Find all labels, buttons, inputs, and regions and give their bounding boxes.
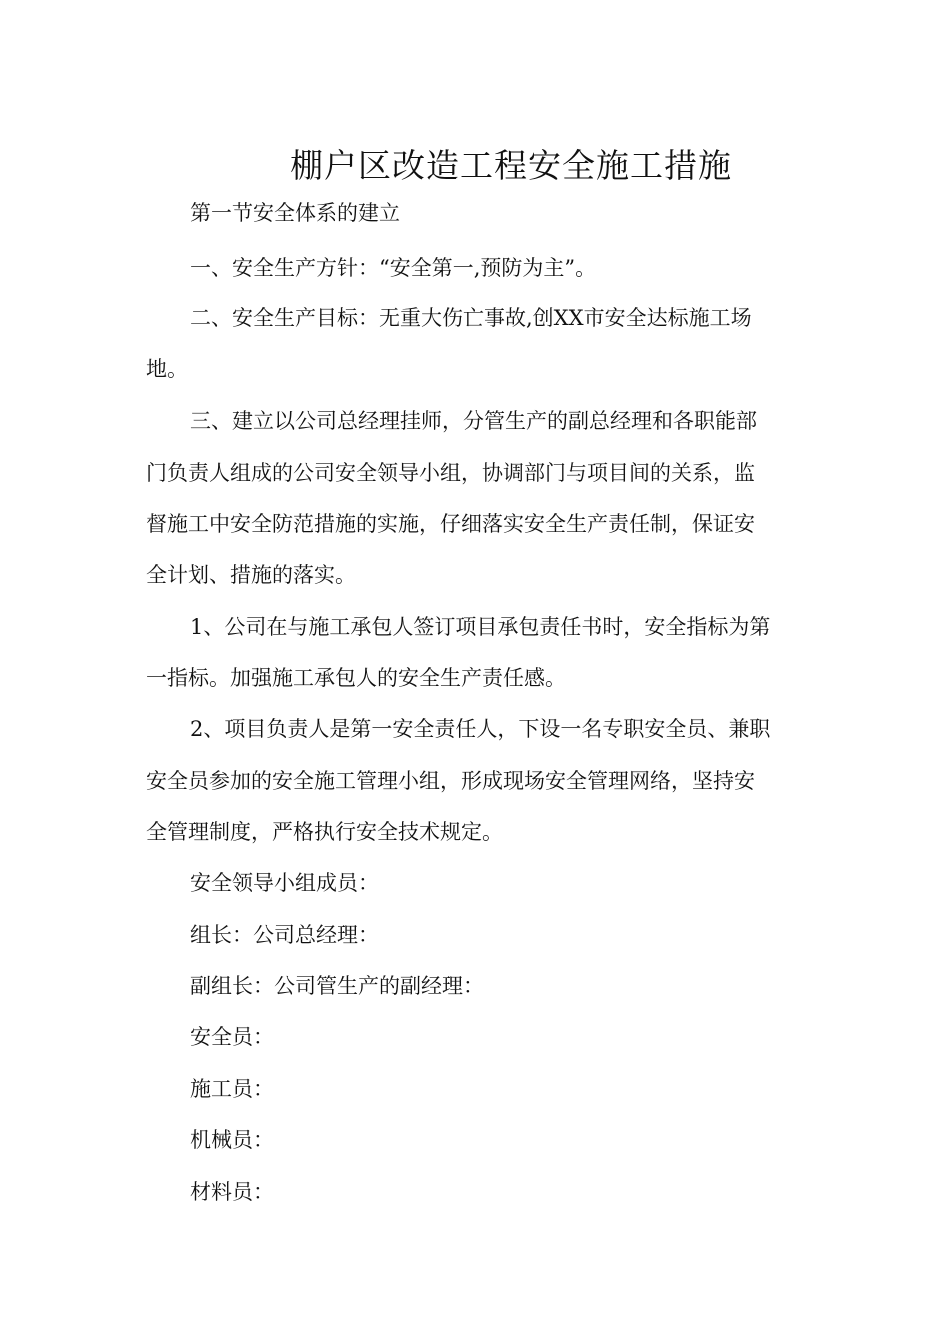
paragraph-line: 1、公司在与施工承包人签订项目承包责任书时，安全指标为第 [190,615,771,639]
paragraph-line: 安全员： [190,1025,274,1049]
paragraph-line: 二、安全生产目标：无重大伤亡事故,创XX市安全达标施工场 [190,306,752,330]
paragraph-line: 副组长：公司管生产的副经理： [190,974,484,998]
paragraph-line: 一、安全生产方针：“安全第一,预防为主”。 [190,256,597,280]
paragraph-line: 材料员： [190,1180,274,1204]
paragraph-line: 施工员： [190,1077,274,1101]
paragraph-line: 全管理制度，严格执行安全技术规定。 [146,820,503,844]
paragraph-line: 全计划、措施的落实。 [146,563,356,587]
paragraph-line: 三、建立以公司总经理挂师，分管生产的副总经理和各职能部 [190,409,757,433]
paragraph-line: 督施工中安全防范措施的实施，仔细落实安全生产责任制，保证安 [146,512,755,536]
paragraph-line: 安全员参加的安全施工管理小组，形成现场安全管理网络，坚持安 [146,769,755,793]
paragraph-line: 地。 [146,357,188,381]
paragraph-line: 一指标。加强施工承包人的安全生产责任感。 [146,666,566,690]
paragraph-line: 安全领导小组成员： [190,871,379,895]
paragraph-line: 机械员： [190,1128,274,1152]
paragraph-line: 门负责人组成的公司安全领导小组，协调部门与项目间的关系，监 [146,461,755,485]
section-heading: 第一节安全体系的建立 [190,201,400,225]
paragraph-line: 2、项目负责人是第一安全责任人，下设一名专职安全员、兼职 [190,717,771,741]
paragraph-line: 组长：公司总经理： [190,923,379,947]
document-title: 棚户区改造工程安全施工措施 [290,146,732,186]
